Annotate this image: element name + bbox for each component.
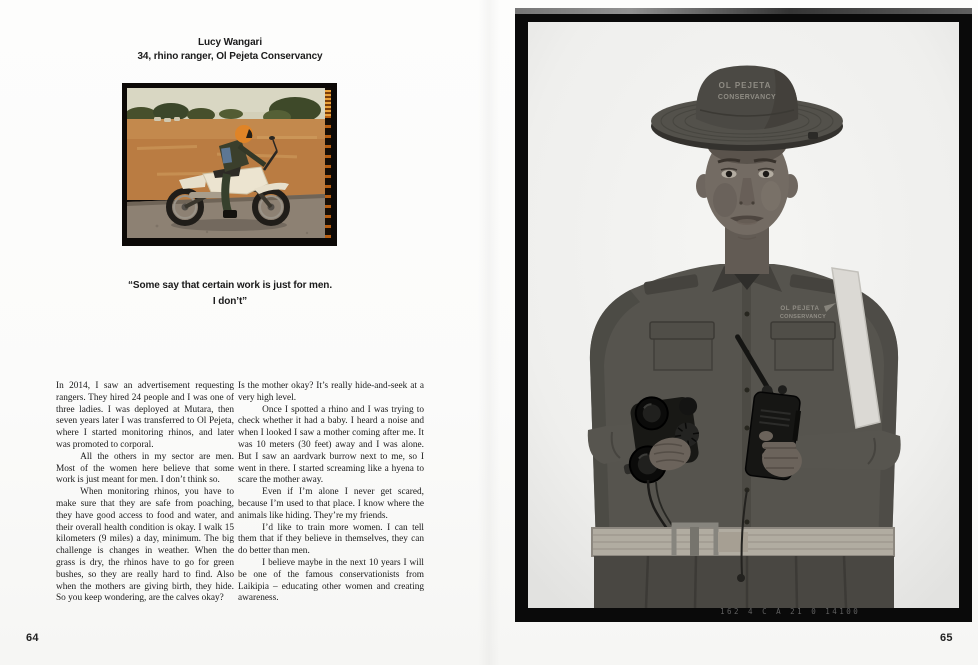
pull-quote-line1: “Some say that certain work is just for men. [128,280,332,291]
page-number-right: 65 [940,632,953,644]
subject-subtitle: 34, rhino ranger, Ol Pejeta Conservancy [137,51,323,62]
motorcycle-photo-frame [122,83,337,246]
paragraph: Is the mother okay? It’s really hide-and-seek at a very high level. [238,381,424,403]
svg-text:OL PEJETA: OL PEJETA [780,305,820,312]
paragraph: Once I spotted a rhino and I was trying to check whether it had a baby. I heard a noise and when I looked I saw a mother coming after me. It was 10 meters (30 feet) away and I was alone. But I saw an aardvark burrow next to me, so I went in there. I started screaming like a hyena to scare the mother away. [238,404,424,486]
subject-header [40,36,420,64]
paragraph: I believe maybe in the next 10 years I will be one of the famous conservationists from Laikipia – educating other women and creating awareness. [238,557,424,604]
svg-text:CONSERVANCY: CONSERVANCY [717,94,777,101]
portrait-photo [528,22,959,608]
paragraph: In 2014, I saw an advertisement requesting rangers. They hired 24 people and I was one of three ladies. I was deployed at Mutara, then seven years later I was transferred to Ol Pejeta, where I started monitoring rhinos, and later was promoted to corporal. [56,381,234,450]
page-number-left: 64 [26,632,39,644]
svg-text:CONSERVANCY: CONSERVANCY [779,314,827,320]
paragraph: I’d like to train more women. I can tell them that if they believe in themselves, they can do better than men. [238,522,424,557]
paragraph: When monitoring rhinos, you have to make sure that they are safe from poaching, they have good access to food and water, and their overall health condition is okay. I walk 15 kilometers (9 miles) a day, minimum. The big challenge is changes in weather. When the grass is dry, the rhinos have to go for green bushes, so they are really hard to find. Also when the mothers are giving birth, they hide. So you keep wondering, are the calves okay? [56,487,234,604]
paragraph: All the others in my sector are men. Most of the women here believe that some work is just meant for men. I don’t think so. [56,451,234,486]
film-edge-strip [325,88,331,238]
portrait-photo-frame [515,8,972,622]
subject-name: Lucy Wangari [198,37,262,48]
film-top-edge [515,8,972,14]
paragraph: Even if I’m alone I never get scared, because I’m used to that place. I know where the animals like hiding. They’re my friends. [238,487,424,521]
film-edge-code: 162 4 C A 21 0 14100 [720,607,861,616]
svg-text:OL PEJETA: OL PEJETA [718,81,772,90]
page-gutter-shadow [478,0,500,665]
article-column-1 [56,381,234,633]
motorcycle-photo [127,88,325,238]
pull-quote-line2: I don’t” [212,296,248,307]
article-column-2 [238,381,424,633]
trousers [594,556,894,608]
pull-quote [40,278,420,310]
